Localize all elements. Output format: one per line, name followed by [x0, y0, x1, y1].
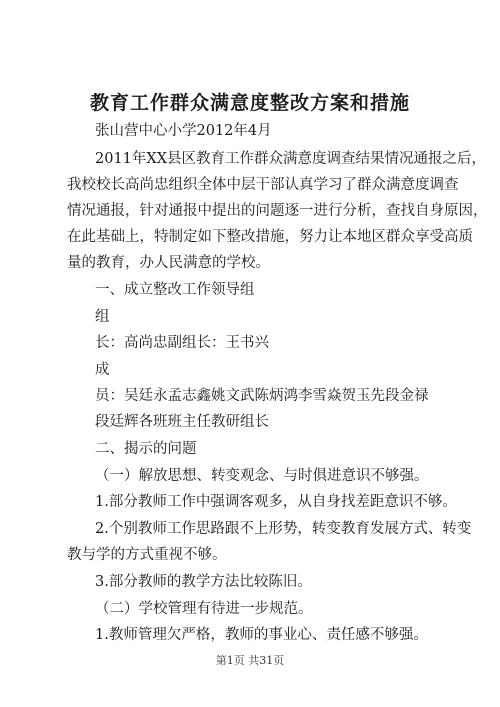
- page-footer: [0, 652, 500, 668]
- paragraph-line: 量的教育，办人民满意的学校。: [67, 255, 270, 271]
- paragraph-line: 段廷辉各班班主任教研组长: [95, 414, 269, 430]
- paragraph-line: 成: [95, 362, 110, 378]
- paragraph-line: 3.部分教师的教学方法比较陈旧。: [95, 574, 312, 590]
- section-heading: 二、揭示的问题: [95, 441, 197, 457]
- section-heading: 一、成立整改工作领导组: [95, 282, 255, 298]
- paragraph-line: 1.部分教师工作中强调客观多，从自身找差距意识不够。: [95, 494, 457, 510]
- paragraph-line: 2011年XX县区教育工作群众满意度调查结果情况通报之后，: [95, 151, 487, 167]
- paragraph-line: 我校校长高尚忠组织全体中层干部认真学习了群众满意度调查: [67, 177, 459, 193]
- paragraph-line: 长：高尚忠副组长：王书兴: [95, 335, 269, 351]
- paragraph-line: 组: [95, 309, 110, 325]
- paragraph-line: 在此基础上，特制定如下整改措施，努力让本地区群众享受高质: [67, 229, 473, 245]
- document-title: 教育工作群众满意度整改方案和措施: [89, 92, 410, 114]
- page-number-label: 第1页 共31页: [215, 654, 285, 667]
- subsection-heading: （二）学校管理有待进一步规范。: [95, 601, 313, 617]
- paragraph-line: 情况通报，针对通报中提出的问题逐一进行分析，查找自身原因，: [67, 203, 488, 219]
- paragraph-line: 2.个别教师工作思路跟不上形势，转变教育发展方式、转变: [95, 521, 472, 537]
- paragraph-line: 1.教师管理欠严格，教师的事业心、责任感不够强。: [95, 627, 428, 643]
- author-date-line: 张山营中心小学2012年4月: [95, 123, 272, 139]
- subsection-heading: （一）解放思想、转变观念、与时俱进意识不够强。: [95, 468, 429, 484]
- paragraph-line: 员：吴廷永孟志鑫姚文武陈炳鸿李雪焱贺玉先段金禄: [95, 388, 429, 404]
- paragraph-line: 教与学的方式重视不够。: [67, 547, 227, 563]
